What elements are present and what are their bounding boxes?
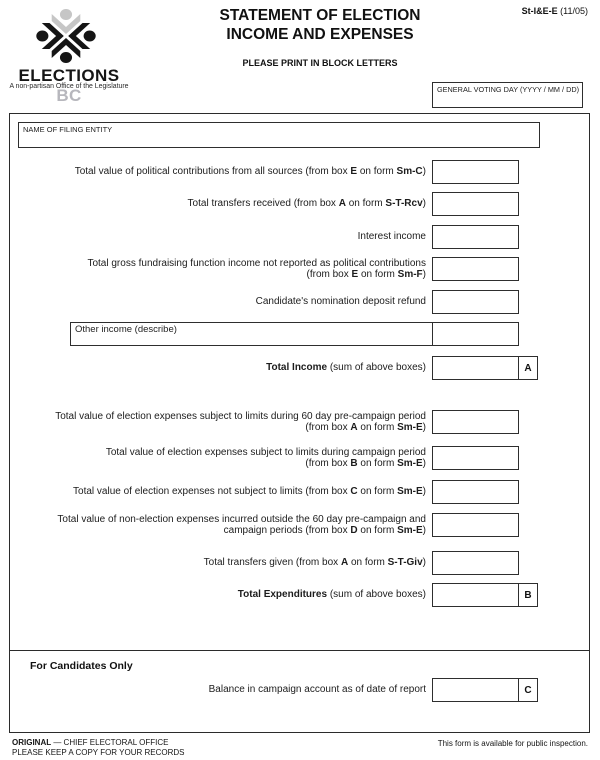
political-contributions-input[interactable] xyxy=(432,160,519,184)
campaign-expenses-label: Total value of election expenses subject to limits during campaign period (from box B on form Sm-E) xyxy=(105,446,426,469)
general-voting-day-input[interactable] xyxy=(433,94,582,107)
income-row-transfers-received xyxy=(20,192,519,216)
print-instruction: PLEASE PRINT IN BLOCK LETTERS xyxy=(242,58,398,68)
general-voting-day-label: GENERAL VOTING DAY (YYYY / MM / DD) xyxy=(437,85,580,94)
expenses-not-subject-input[interactable] xyxy=(432,480,519,504)
transfers-received-input[interactable] xyxy=(432,192,519,216)
interest-income-input[interactable] xyxy=(432,225,519,249)
expense-row-precampaign xyxy=(20,410,519,434)
income-row-fundraising xyxy=(20,257,519,281)
footer-left xyxy=(12,738,312,758)
expense-row-non-election xyxy=(20,513,519,537)
precampaign-expenses-input[interactable] xyxy=(432,410,519,434)
logo-tagline: A non-partisan Office of the Legislature xyxy=(9,83,129,90)
total-expenditures-row xyxy=(20,583,538,607)
candidates-section-divider xyxy=(9,650,590,651)
fundraising-income-input[interactable] xyxy=(432,257,519,281)
nomination-deposit-label: Candidate's nomination deposit refund xyxy=(255,296,426,308)
filing-entity-input[interactable] xyxy=(19,134,539,147)
expenses-not-subject-label: Total value of election expenses not subject to limits (from box C on form Sm-E) xyxy=(73,486,426,498)
non-election-expenses-label: Total value of non-election expenses incurred outside the 60 day pre-campaign and campaign periods (from box D on form Sm-E) xyxy=(57,513,426,536)
logo-org-name: ELECTIONS BC xyxy=(18,66,120,105)
candidates-only-heading: For Candidates Only xyxy=(30,660,133,672)
form-number: St-I&E-E (11/05) xyxy=(521,6,588,16)
form-title-line1: STATEMENT OF ELECTION xyxy=(219,7,421,24)
transfers-given-input[interactable] xyxy=(432,551,519,575)
political-contributions-label: Total value of political contributions from all sources (from box E on form Sm-C) xyxy=(74,166,426,178)
transfers-given-label: Total transfers given (from box A on form S-T-Giv) xyxy=(203,557,426,569)
income-row-other xyxy=(70,322,519,346)
other-income-amount-input[interactable] xyxy=(432,322,519,346)
total-income-input[interactable] xyxy=(432,356,519,380)
expense-row-transfers-given xyxy=(20,551,519,575)
campaign-expenses-input[interactable] xyxy=(432,446,519,470)
box-letter-b: B xyxy=(518,583,538,607)
footer-original-line: ORIGINAL — CHIEF ELECTORAL OFFICE xyxy=(12,738,169,747)
campaign-balance-label: Balance in campaign account as of date of report xyxy=(208,684,426,696)
transfers-received-label: Total transfers received (from box A on form S-T-Rcv) xyxy=(187,198,426,210)
income-row-interest-income xyxy=(20,225,519,249)
total-income-label: Total Income (sum of above boxes) xyxy=(266,362,426,374)
fundraising-income-label: Total gross fundraising function income not reported as political contributions (from box E on form Sm-F) xyxy=(87,257,426,280)
nomination-deposit-input[interactable] xyxy=(432,290,519,314)
footer-copy-line: PLEASE KEEP A COPY FOR YOUR RECORDS xyxy=(12,748,185,757)
form-title-line2: INCOME AND EXPENSES xyxy=(226,26,414,43)
non-election-expenses-input[interactable] xyxy=(432,513,519,537)
total-expenditures-input[interactable] xyxy=(432,583,519,607)
total-expenditures-label: Total Expenditures (sum of above boxes) xyxy=(237,589,426,601)
filing-entity-label: NAME OF FILING ENTITY xyxy=(23,125,113,134)
general-voting-day-box xyxy=(432,82,583,108)
footer-public-inspection: This form is available for public inspection. xyxy=(437,739,588,748)
total-income-row xyxy=(20,356,538,380)
other-income-label: Other income (describe) xyxy=(75,324,177,335)
interest-income-label: Interest income xyxy=(357,231,426,243)
income-row-political-contributions xyxy=(20,160,519,184)
expense-row-not-subject-to-limits xyxy=(20,480,519,504)
other-income-describe-input[interactable] xyxy=(71,332,432,345)
other-income-box xyxy=(70,322,433,346)
logo-org-suffix: BC xyxy=(56,86,82,105)
precampaign-expenses-label: Total value of election expenses subject to limits during 60 day pre-campaign period (from box A on form Sm-E) xyxy=(55,410,426,433)
campaign-balance-row xyxy=(20,678,538,702)
campaign-account-balance-input[interactable] xyxy=(432,678,519,702)
filing-entity-box xyxy=(18,122,540,148)
income-row-nomination-deposit xyxy=(20,290,519,314)
elections-bc-logo-mark-icon xyxy=(33,6,99,66)
expense-row-campaign xyxy=(20,446,519,470)
box-letter-c: C xyxy=(518,678,538,702)
box-letter-a: A xyxy=(518,356,538,380)
